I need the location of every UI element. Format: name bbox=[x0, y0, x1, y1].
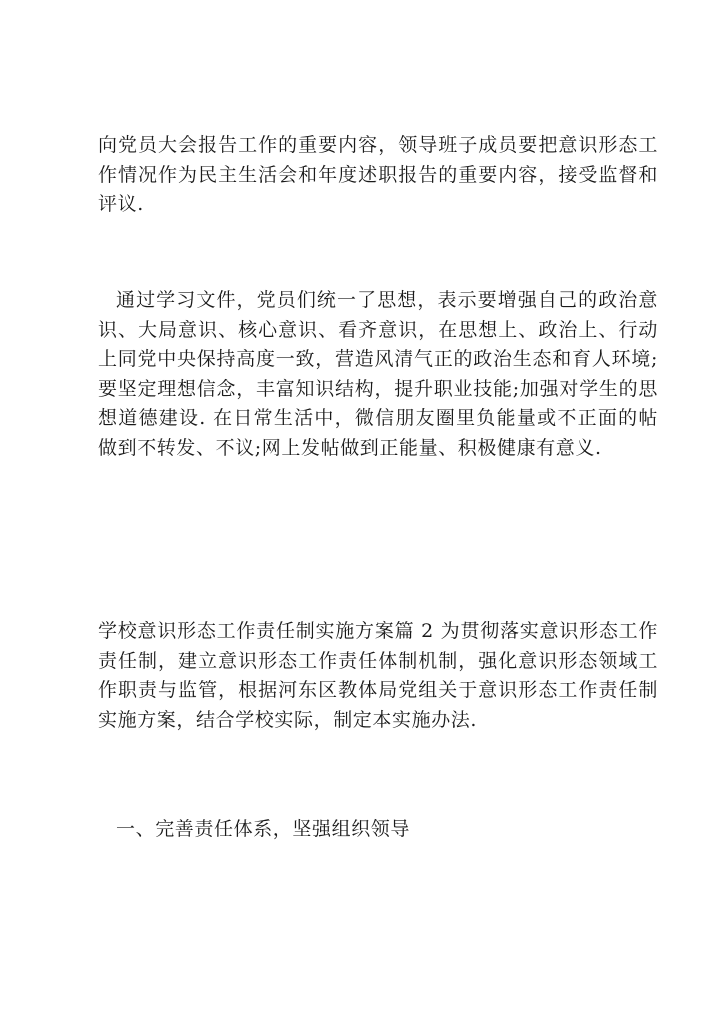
paragraph-study-documents: 通过学习文件，党员们统一了思想，表示要增强自己的政治意识、大局意识、核心意识、看齐意识，在思想上、政治上、行动上同党中央保持高度一致，营造风清气正的政治生态和育人环境;要坚定理想信念，丰富知识结构，提升职业技能;加强对学生的思想道德建设. 在日常生活中，微信朋友圈里负能量或不正面的帖做到不转发、不议;网上发帖做到正能量、积极健康有意义. bbox=[98, 289, 658, 459]
paragraph-implementation-plan: 学校意识形态工作责任制实施方案篇 2 为贯彻落实意识形态工作责任制，建立意识形态工作责任体制机制，强化意识形态领域工作职责与监管，根据河东区教体局党组关于意识形态工作责任制实施方案，结合学校实际，制定本实施办法. bbox=[98, 620, 658, 731]
section-heading-responsibility-system: 一、完善责任体系，坚强组织领导 bbox=[116, 818, 411, 840]
paragraph-report-work: 向党员大会报告工作的重要内容，领导班子成员要把意识形态工作情况作为民主生活会和年度述职报告的重要内容，接受监督和评议. bbox=[98, 134, 658, 215]
